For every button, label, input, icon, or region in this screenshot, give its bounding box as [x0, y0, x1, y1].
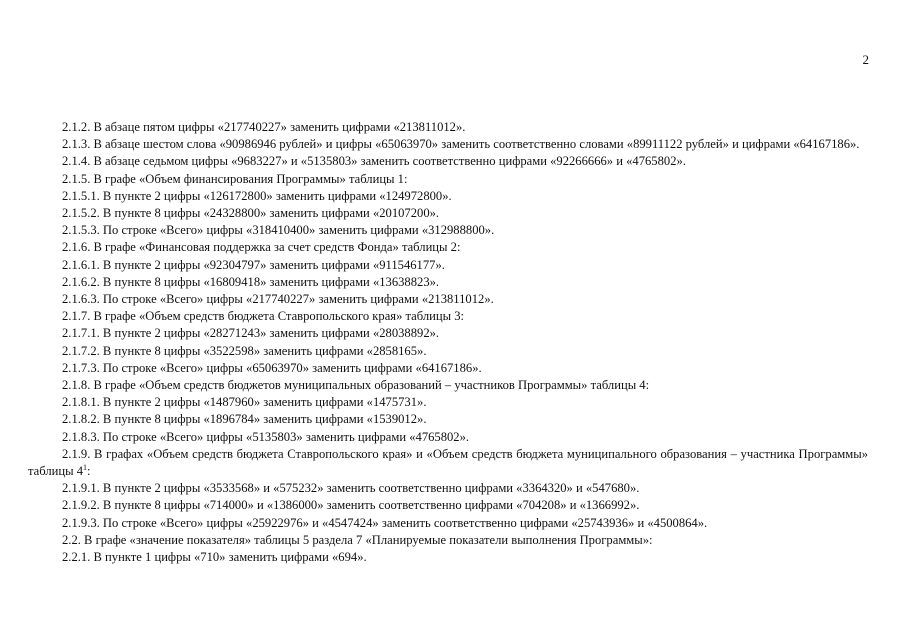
paragraph-2-1-8-2: 2.1.8.2. В пункте 8 цифры «1896784» заменить цифрами «1539012». — [62, 412, 427, 427]
paragraph-2-1-9-text: 2.1.9. В графах «Объем средств бюджета Ставропольского края» и «Объем средств бюджета муниципального образования – участника Программы» таблицы 4 — [28, 446, 868, 479]
paragraph-2-1-6: 2.1.6. В графе «Финансовая поддержка за счет средств Фонда» таблицы 2: — [62, 240, 461, 255]
page-number: 2 — [862, 52, 869, 67]
paragraph-2-1-8-1: 2.1.8.1. В пункте 2 цифры «1487960» заменить цифрами «1475731». — [62, 395, 427, 410]
paragraph-2-1-8: 2.1.8. В графе «Объем средств бюджетов муниципальных образований – участников Программы» таблицы 4: — [62, 378, 650, 393]
paragraph-2-1-5-2: 2.1.5.2. В пункте 8 цифры «24328800» заменить цифрами «20107200». — [62, 206, 440, 221]
paragraph-2-1-6-1: 2.1.6.1. В пункте 2 цифры «92304797» заменить цифрами «911546177». — [62, 257, 445, 272]
paragraph-2-1-5-1: 2.1.5.1. В пункте 2 цифры «126172800» заменить цифрами «124972800». — [62, 188, 452, 203]
paragraph-2-1-7-2: 2.1.7.2. В пункте 8 цифры «3522598» заменить цифрами «2858165». — [62, 343, 427, 358]
paragraph-2-1-8-3: 2.1.8.3. По строке «Всего» цифры «5135803» заменить цифрами «4765802». — [62, 429, 470, 444]
paragraph-2-1-7-3: 2.1.7.3. По строке «Всего» цифры «65063970» заменить цифрами «64167186». — [62, 360, 482, 375]
paragraph-2-1-7-1: 2.1.7.1. В пункте 2 цифры «28271243» заменить цифрами «28038892». — [62, 326, 440, 341]
paragraph-2-2: 2.2. В графе «значение показателя» таблицы 5 раздела 7 «Планируемые показатели выполнения Программы»: — [62, 532, 653, 547]
paragraph-2-1-6-3: 2.1.6.3. По строке «Всего» цифры «217740227» заменить цифрами «213811012». — [62, 292, 494, 307]
paragraph-2-1-9-2: 2.1.9.2. В пункте 8 цифры «714000» и «1386000» заменить соответственно цифрами «704208» и «1366992». — [62, 498, 640, 513]
paragraph-2-1-6-2: 2.1.6.2. В пункте 8 цифры «16809418» заменить цифрами «13638823». — [62, 274, 440, 289]
paragraph-2-1-5: 2.1.5. В графе «Объем финансирования Программы» таблицы 1: — [62, 171, 408, 186]
paragraph-2-1-7: 2.1.7. В графе «Объем средств бюджета Ставропольского края» таблицы 3: — [62, 309, 465, 324]
paragraph-2-1-4: 2.1.4. В абзаце седьмом цифры «9683227» и «5135803» заменить соответственно цифрами «92266666» и «4765802». — [62, 154, 686, 169]
paragraph-2-1-9-3: 2.1.9.3. По строке «Всего» цифры «25922976» и «4547424» заменить соответственно цифрами «25743936» и «4500864». — [62, 515, 708, 530]
paragraph-2-1-9-tail: : — [87, 464, 91, 479]
footnote-marker: 1 — [83, 462, 88, 472]
paragraph-2-1-9 — [28, 446, 868, 480]
document-body — [28, 119, 868, 566]
paragraph-2-1-3: 2.1.3. В абзаце шестом слова «90986946 рублей» и цифры «65063970» заменить соответственно словами «89911122 рублей» и цифрами «64167186». — [62, 137, 860, 152]
paragraph-2-1-2: 2.1.2. В абзаце пятом цифры «217740227» заменить цифрами «213811012». — [62, 120, 466, 134]
paragraph-2-2-1: 2.2.1. В пункте 1 цифры «710» заменить цифрами «694». — [62, 550, 367, 565]
paragraph-2-1-5-3: 2.1.5.3. По строке «Всего» цифры «318410400» заменить цифрами «312988800». — [62, 223, 495, 238]
paragraph-2-1-9-1: 2.1.9.1. В пункте 2 цифры «3533568» и «575232» заменить соответственно цифрами «3364320» и «547680». — [62, 481, 640, 496]
